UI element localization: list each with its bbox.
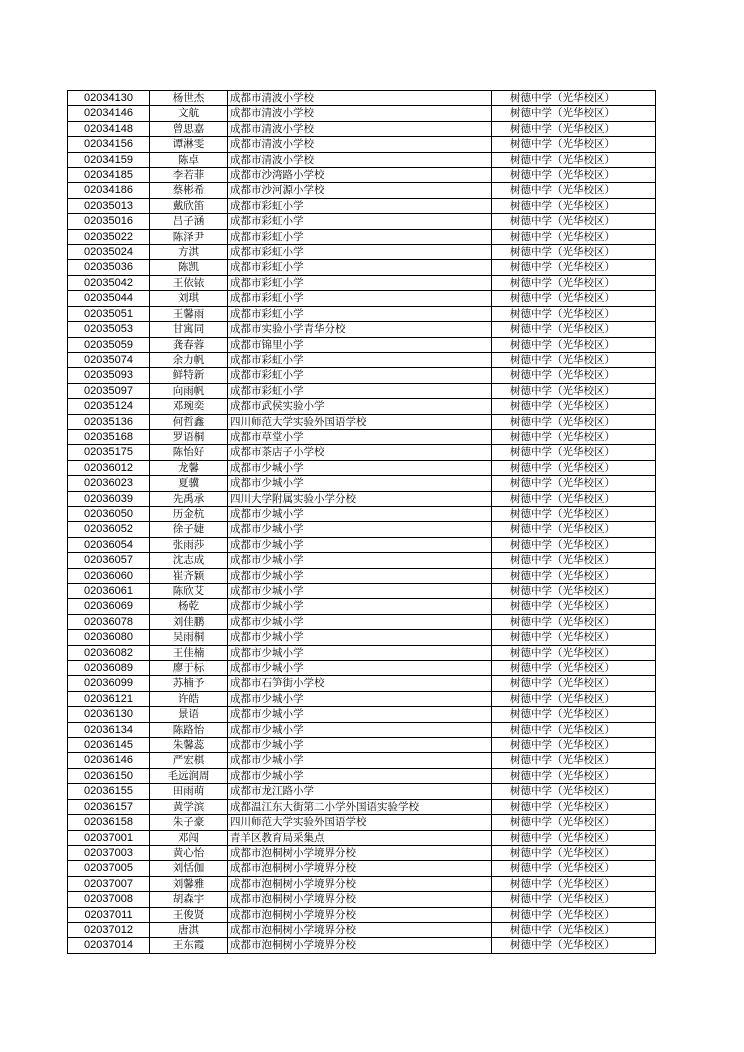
destination-school-cell: 树德中学（光华校区） xyxy=(492,522,656,537)
table-row xyxy=(68,121,656,136)
school-cell: 成都市少城小学 xyxy=(228,630,492,645)
destination-school-cell: 树德中学（光华校区） xyxy=(492,368,656,383)
table-row xyxy=(68,522,656,537)
school-cell: 成都市少城小学 xyxy=(228,568,492,583)
school-cell: 成都市少城小学 xyxy=(228,614,492,629)
destination-school-cell: 树德中学（光华校区） xyxy=(492,938,656,953)
table-row xyxy=(68,645,656,660)
student-name-cell: 朱馨蕊 xyxy=(150,738,228,753)
school-cell: 成都市清波小学校 xyxy=(228,152,492,167)
student-id-cell: 02035059 xyxy=(68,337,150,352)
destination-school-cell: 树德中学（光华校区） xyxy=(492,799,656,814)
table-row xyxy=(68,691,656,706)
student-name-cell: 刘琪 xyxy=(150,291,228,306)
destination-school-cell: 树德中学（光华校区） xyxy=(492,214,656,229)
student-name-cell: 吴雨桐 xyxy=(150,630,228,645)
student-name-cell: 沈志成 xyxy=(150,553,228,568)
school-cell: 成都市茶店子小学校 xyxy=(228,445,492,460)
student-name-cell: 蔡彬希 xyxy=(150,183,228,198)
destination-school-cell: 树德中学（光华校区） xyxy=(492,784,656,799)
destination-school-cell: 树德中学（光华校区） xyxy=(492,399,656,414)
school-cell: 成都市泡桐树小学境界分校 xyxy=(228,938,492,953)
school-cell: 成都市泡桐树小学境界分校 xyxy=(228,861,492,876)
student-name-cell: 陈路怡 xyxy=(150,722,228,737)
student-id-cell: 02035097 xyxy=(68,383,150,398)
destination-school-cell: 树德中学（光华校区） xyxy=(492,106,656,121)
table-row xyxy=(68,738,656,753)
student-name-cell: 先禹承 xyxy=(150,491,228,506)
student-id-cell: 02034185 xyxy=(68,168,150,183)
student-id-cell: 02035042 xyxy=(68,275,150,290)
school-cell: 成都市泡桐树小学境界分校 xyxy=(228,922,492,937)
student-name-cell: 文航 xyxy=(150,106,228,121)
student-name-cell: 朱子豪 xyxy=(150,815,228,830)
school-cell: 成都市彩虹小学 xyxy=(228,352,492,367)
table-row xyxy=(68,830,656,845)
school-cell: 成都市少城小学 xyxy=(228,476,492,491)
table-row xyxy=(68,476,656,491)
student-id-cell: 02036121 xyxy=(68,691,150,706)
student-name-cell: 邓闯 xyxy=(150,830,228,845)
student-name-cell: 徐子婕 xyxy=(150,522,228,537)
student-id-cell: 02037014 xyxy=(68,938,150,953)
student-name-cell: 龙馨 xyxy=(150,460,228,475)
student-name-cell: 吕子涵 xyxy=(150,214,228,229)
school-cell: 成都市少城小学 xyxy=(228,537,492,552)
destination-school-cell: 树德中学（光华校区） xyxy=(492,661,656,676)
school-cell: 成都市泡桐树小学境界分校 xyxy=(228,907,492,922)
table-row xyxy=(68,584,656,599)
school-cell: 成都市泡桐树小学境界分校 xyxy=(228,876,492,891)
table-row xyxy=(68,506,656,521)
destination-school-cell: 树德中学（光华校区） xyxy=(492,568,656,583)
destination-school-cell: 树德中学（光华校区） xyxy=(492,414,656,429)
destination-school-cell: 树德中学（光华校区） xyxy=(492,845,656,860)
admission-list-body xyxy=(68,91,656,954)
table-row xyxy=(68,275,656,290)
table-row xyxy=(68,383,656,398)
school-cell: 成都市彩虹小学 xyxy=(228,306,492,321)
student-id-cell: 02036060 xyxy=(68,568,150,583)
table-row xyxy=(68,815,656,830)
table-row xyxy=(68,491,656,506)
school-cell: 成都市泡桐树小学境界分校 xyxy=(228,892,492,907)
school-cell: 成都市少城小学 xyxy=(228,722,492,737)
table-row xyxy=(68,322,656,337)
student-id-cell: 02036080 xyxy=(68,630,150,645)
table-row xyxy=(68,861,656,876)
student-name-cell: 陈泽尹 xyxy=(150,229,228,244)
destination-school-cell: 树德中学（光华校区） xyxy=(492,121,656,136)
school-cell: 成都市少城小学 xyxy=(228,522,492,537)
student-name-cell: 胡森宇 xyxy=(150,892,228,907)
school-cell: 成都市少城小学 xyxy=(228,691,492,706)
student-id-cell: 02036089 xyxy=(68,661,150,676)
destination-school-cell: 树德中学（光华校区） xyxy=(492,460,656,475)
student-id-cell: 02034156 xyxy=(68,137,150,152)
destination-school-cell: 树德中学（光华校区） xyxy=(492,245,656,260)
table-row xyxy=(68,460,656,475)
table-row xyxy=(68,399,656,414)
school-cell: 成都市石笋街小学校 xyxy=(228,676,492,691)
table-row xyxy=(68,214,656,229)
student-id-cell: 02037005 xyxy=(68,861,150,876)
student-name-cell: 夏骥 xyxy=(150,476,228,491)
student-id-cell: 02036150 xyxy=(68,768,150,783)
school-cell: 四川大学附属实验小学分校 xyxy=(228,491,492,506)
school-cell: 青羊区教育局采集点 xyxy=(228,830,492,845)
student-id-cell: 02036145 xyxy=(68,738,150,753)
student-name-cell: 曾思嘉 xyxy=(150,121,228,136)
table-row xyxy=(68,753,656,768)
table-row xyxy=(68,368,656,383)
table-row xyxy=(68,291,656,306)
student-id-cell: 02034186 xyxy=(68,183,150,198)
destination-school-cell: 树德中学（光华校区） xyxy=(492,830,656,845)
student-name-cell: 王馨雨 xyxy=(150,306,228,321)
school-cell: 成都市少城小学 xyxy=(228,460,492,475)
school-cell: 成都市彩虹小学 xyxy=(228,275,492,290)
destination-school-cell: 树德中学（光华校区） xyxy=(492,892,656,907)
table-row xyxy=(68,183,656,198)
table-row xyxy=(68,661,656,676)
school-cell: 成都市清波小学校 xyxy=(228,121,492,136)
table-row xyxy=(68,784,656,799)
destination-school-cell: 树德中学（光华校区） xyxy=(492,861,656,876)
destination-school-cell: 树德中学（光华校区） xyxy=(492,707,656,722)
school-cell: 成都市草堂小学 xyxy=(228,429,492,444)
student-id-cell: 02036099 xyxy=(68,676,150,691)
destination-school-cell: 树德中学（光华校区） xyxy=(492,645,656,660)
school-cell: 成都市彩虹小学 xyxy=(228,291,492,306)
destination-school-cell: 树德中学（光华校区） xyxy=(492,291,656,306)
student-name-cell: 张雨莎 xyxy=(150,537,228,552)
student-id-cell: 02034130 xyxy=(68,91,150,106)
school-cell: 成都市清波小学校 xyxy=(228,137,492,152)
student-id-cell: 02035175 xyxy=(68,445,150,460)
table-row xyxy=(68,553,656,568)
school-cell: 成都市彩虹小学 xyxy=(228,383,492,398)
school-cell: 成都市武侯实验小学 xyxy=(228,399,492,414)
destination-school-cell: 树德中学（光华校区） xyxy=(492,306,656,321)
student-id-cell: 02035051 xyxy=(68,306,150,321)
student-name-cell: 廖于标 xyxy=(150,661,228,676)
table-row xyxy=(68,799,656,814)
school-cell: 成都市泡桐树小学境界分校 xyxy=(228,845,492,860)
destination-school-cell: 树德中学（光华校区） xyxy=(492,907,656,922)
student-name-cell: 崔齐颖 xyxy=(150,568,228,583)
student-id-cell: 02036078 xyxy=(68,614,150,629)
student-id-cell: 02035044 xyxy=(68,291,150,306)
destination-school-cell: 树德中学（光华校区） xyxy=(492,491,656,506)
admission-list-table xyxy=(67,90,656,954)
student-id-cell: 02037011 xyxy=(68,907,150,922)
student-id-cell: 02036146 xyxy=(68,753,150,768)
school-cell: 成都市清波小学校 xyxy=(228,106,492,121)
table-row xyxy=(68,845,656,860)
school-cell: 成都市实验小学青华分校 xyxy=(228,322,492,337)
student-id-cell: 02035074 xyxy=(68,352,150,367)
destination-school-cell: 树德中学（光华校区） xyxy=(492,322,656,337)
table-row xyxy=(68,352,656,367)
student-name-cell: 严宏棋 xyxy=(150,753,228,768)
school-cell: 成都市少城小学 xyxy=(228,599,492,614)
student-id-cell: 02036054 xyxy=(68,537,150,552)
table-row xyxy=(68,907,656,922)
student-name-cell: 陈卓 xyxy=(150,152,228,167)
student-id-cell: 02036057 xyxy=(68,553,150,568)
student-name-cell: 方淇 xyxy=(150,245,228,260)
student-id-cell: 02035168 xyxy=(68,429,150,444)
student-name-cell: 何哲鑫 xyxy=(150,414,228,429)
destination-school-cell: 树德中学（光华校区） xyxy=(492,922,656,937)
student-name-cell: 杨乾 xyxy=(150,599,228,614)
student-id-cell: 02037012 xyxy=(68,922,150,937)
school-cell: 成都市龙江路小学 xyxy=(228,784,492,799)
student-id-cell: 02035136 xyxy=(68,414,150,429)
school-cell: 成都市少城小学 xyxy=(228,707,492,722)
destination-school-cell: 树德中学（光华校区） xyxy=(492,722,656,737)
destination-school-cell: 树德中学（光华校区） xyxy=(492,738,656,753)
student-id-cell: 02037001 xyxy=(68,830,150,845)
destination-school-cell: 树德中学（光华校区） xyxy=(492,599,656,614)
school-cell: 成都市清波小学校 xyxy=(228,91,492,106)
destination-school-cell: 树德中学（光华校区） xyxy=(492,553,656,568)
student-name-cell: 王佳楠 xyxy=(150,645,228,660)
table-row xyxy=(68,91,656,106)
student-name-cell: 景语 xyxy=(150,707,228,722)
table-row xyxy=(68,429,656,444)
school-cell: 成都市沙河源小学校 xyxy=(228,183,492,198)
student-id-cell: 02034146 xyxy=(68,106,150,121)
student-name-cell: 陈欣艾 xyxy=(150,584,228,599)
student-id-cell: 02036157 xyxy=(68,799,150,814)
student-id-cell: 02036158 xyxy=(68,815,150,830)
school-cell: 成都市沙湾路小学校 xyxy=(228,168,492,183)
destination-school-cell: 树德中学（光华校区） xyxy=(492,183,656,198)
student-id-cell: 02035036 xyxy=(68,260,150,275)
student-id-cell: 02036155 xyxy=(68,784,150,799)
school-cell: 成都市彩虹小学 xyxy=(228,198,492,213)
destination-school-cell: 树德中学（光华校区） xyxy=(492,429,656,444)
student-id-cell: 02035024 xyxy=(68,245,150,260)
student-name-cell: 戴欣笛 xyxy=(150,198,228,213)
student-id-cell: 02035016 xyxy=(68,214,150,229)
student-id-cell: 02036061 xyxy=(68,584,150,599)
table-row xyxy=(68,614,656,629)
student-name-cell: 王依铱 xyxy=(150,275,228,290)
school-cell: 成都市彩虹小学 xyxy=(228,229,492,244)
student-name-cell: 刘馨雅 xyxy=(150,876,228,891)
student-name-cell: 谭淋雯 xyxy=(150,137,228,152)
student-id-cell: 02035093 xyxy=(68,368,150,383)
table-row xyxy=(68,260,656,275)
student-id-cell: 02035053 xyxy=(68,322,150,337)
school-cell: 成都市少城小学 xyxy=(228,738,492,753)
student-id-cell: 02036012 xyxy=(68,460,150,475)
school-cell: 成都市少城小学 xyxy=(228,584,492,599)
destination-school-cell: 树德中学（光华校区） xyxy=(492,137,656,152)
student-name-cell: 罗语桐 xyxy=(150,429,228,444)
school-cell: 成都市彩虹小学 xyxy=(228,260,492,275)
student-name-cell: 鲜特新 xyxy=(150,368,228,383)
student-name-cell: 王东霞 xyxy=(150,938,228,953)
student-id-cell: 02036023 xyxy=(68,476,150,491)
student-name-cell: 黄学滨 xyxy=(150,799,228,814)
table-row xyxy=(68,229,656,244)
student-name-cell: 李若菲 xyxy=(150,168,228,183)
school-cell: 成都市彩虹小学 xyxy=(228,214,492,229)
school-cell: 成都市少城小学 xyxy=(228,753,492,768)
destination-school-cell: 树德中学（光华校区） xyxy=(492,383,656,398)
destination-school-cell: 树德中学（光华校区） xyxy=(492,876,656,891)
student-name-cell: 杨世杰 xyxy=(150,91,228,106)
destination-school-cell: 树德中学（光华校区） xyxy=(492,676,656,691)
table-row xyxy=(68,876,656,891)
table-row xyxy=(68,198,656,213)
destination-school-cell: 树德中学（光华校区） xyxy=(492,614,656,629)
table-row xyxy=(68,106,656,121)
school-cell: 四川师范大学实验外国语学校 xyxy=(228,815,492,830)
destination-school-cell: 树德中学（光华校区） xyxy=(492,91,656,106)
table-row xyxy=(68,630,656,645)
school-cell: 成都市少城小学 xyxy=(228,645,492,660)
destination-school-cell: 树德中学（光华校区） xyxy=(492,198,656,213)
table-row xyxy=(68,722,656,737)
destination-school-cell: 树德中学（光华校区） xyxy=(492,476,656,491)
destination-school-cell: 树德中学（光华校区） xyxy=(492,768,656,783)
student-name-cell: 刘恬伽 xyxy=(150,861,228,876)
student-name-cell: 田雨萌 xyxy=(150,784,228,799)
student-name-cell: 甘寓同 xyxy=(150,322,228,337)
student-name-cell: 邓琬奕 xyxy=(150,399,228,414)
school-cell: 成都市锦里小学 xyxy=(228,337,492,352)
table-row xyxy=(68,599,656,614)
destination-school-cell: 树德中学（光华校区） xyxy=(492,229,656,244)
student-id-cell: 02035124 xyxy=(68,399,150,414)
table-row xyxy=(68,676,656,691)
student-id-cell: 02034148 xyxy=(68,121,150,136)
student-id-cell: 02035013 xyxy=(68,198,150,213)
table-row xyxy=(68,414,656,429)
student-id-cell: 02037008 xyxy=(68,892,150,907)
table-row xyxy=(68,168,656,183)
school-cell: 成都市彩虹小学 xyxy=(228,368,492,383)
student-name-cell: 陈凯 xyxy=(150,260,228,275)
student-name-cell: 唐淇 xyxy=(150,922,228,937)
table-row xyxy=(68,922,656,937)
student-name-cell: 历金杭 xyxy=(150,506,228,521)
student-id-cell: 02037007 xyxy=(68,876,150,891)
destination-school-cell: 树德中学（光华校区） xyxy=(492,168,656,183)
table-row xyxy=(68,537,656,552)
student-id-cell: 02036082 xyxy=(68,645,150,660)
destination-school-cell: 树德中学（光华校区） xyxy=(492,506,656,521)
student-name-cell: 向雨帆 xyxy=(150,383,228,398)
table-row xyxy=(68,568,656,583)
destination-school-cell: 树德中学（光华校区） xyxy=(492,753,656,768)
student-name-cell: 王俊贤 xyxy=(150,907,228,922)
student-name-cell: 龚春蓉 xyxy=(150,337,228,352)
destination-school-cell: 树德中学（光华校区） xyxy=(492,691,656,706)
destination-school-cell: 树德中学（光华校区） xyxy=(492,260,656,275)
destination-school-cell: 树德中学（光华校区） xyxy=(492,275,656,290)
table-row xyxy=(68,892,656,907)
destination-school-cell: 树德中学（光华校区） xyxy=(492,445,656,460)
student-name-cell: 黄心怡 xyxy=(150,845,228,860)
destination-school-cell: 树德中学（光华校区） xyxy=(492,152,656,167)
school-cell: 四川师范大学实验外国语学校 xyxy=(228,414,492,429)
destination-school-cell: 树德中学（光华校区） xyxy=(492,337,656,352)
student-name-cell: 毛远润周 xyxy=(150,768,228,783)
destination-school-cell: 树德中学（光华校区） xyxy=(492,630,656,645)
student-name-cell: 陈怡好 xyxy=(150,445,228,460)
table-row xyxy=(68,768,656,783)
table-row xyxy=(68,445,656,460)
table-row xyxy=(68,707,656,722)
student-id-cell: 02035022 xyxy=(68,229,150,244)
table-row xyxy=(68,306,656,321)
student-id-cell: 02034159 xyxy=(68,152,150,167)
destination-school-cell: 树德中学（光华校区） xyxy=(492,815,656,830)
student-id-cell: 02036039 xyxy=(68,491,150,506)
destination-school-cell: 树德中学（光华校区） xyxy=(492,584,656,599)
school-cell: 成都市少城小学 xyxy=(228,506,492,521)
student-id-cell: 02036069 xyxy=(68,599,150,614)
school-cell: 成都温江东大街第二小学外国语实验学校 xyxy=(228,799,492,814)
table-row xyxy=(68,152,656,167)
destination-school-cell: 树德中学（光华校区） xyxy=(492,537,656,552)
student-name-cell: 余力帆 xyxy=(150,352,228,367)
student-name-cell: 许皓 xyxy=(150,691,228,706)
student-name-cell: 苏楠予 xyxy=(150,676,228,691)
table-row xyxy=(68,245,656,260)
student-name-cell: 刘佳鹏 xyxy=(150,614,228,629)
school-cell: 成都市彩虹小学 xyxy=(228,245,492,260)
student-id-cell: 02036052 xyxy=(68,522,150,537)
student-id-cell: 02036130 xyxy=(68,707,150,722)
destination-school-cell: 树德中学（光华校区） xyxy=(492,352,656,367)
student-id-cell: 02036134 xyxy=(68,722,150,737)
table-row xyxy=(68,137,656,152)
table-row xyxy=(68,938,656,953)
school-cell: 成都市少城小学 xyxy=(228,768,492,783)
student-id-cell: 02037003 xyxy=(68,845,150,860)
school-cell: 成都市少城小学 xyxy=(228,553,492,568)
school-cell: 成都市少城小学 xyxy=(228,661,492,676)
student-id-cell: 02036050 xyxy=(68,506,150,521)
table-row xyxy=(68,337,656,352)
